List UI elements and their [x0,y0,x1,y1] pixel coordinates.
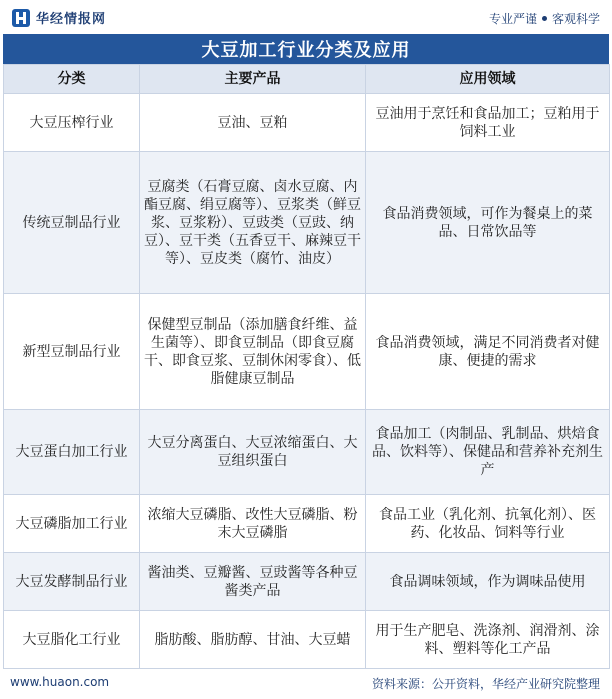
applications-cell: 豆油用于烹饪和食品加工；豆粕用于饲料工业 [366,94,610,152]
table-row [4,495,610,553]
applications-cell: 食品工业（乳化剂、抗氧化剂）、医药、化妆品、饲料等行业 [366,495,610,553]
classification-table [3,64,610,669]
brand-logo [12,8,106,27]
applications-cell: 食品消费领域，满足不同消费者对健康、便捷的需求 [366,294,610,410]
category-cell: 传统豆制品行业 [4,152,140,294]
table-row [4,553,610,611]
slogan-left: 专业严谨 [488,12,537,26]
category-cell: 大豆脂化工行业 [4,611,140,669]
category-cell: 大豆发酵制品行业 [4,553,140,611]
brand-name: 华经情报网 [36,12,107,27]
column-header-products: 主要产品 [140,65,366,94]
products-cell: 浓缩大豆磷脂、改性大豆磷脂、粉末大豆磷脂 [140,495,366,553]
logo-icon [12,9,30,27]
column-header-category: 分类 [4,65,140,94]
footer-url: www.huaon.com [10,675,110,689]
slogan-right: 客观科学 [551,12,600,26]
applications-cell: 食品调味领域，作为调味品使用 [366,553,610,611]
products-cell: 豆油、豆粕 [140,94,366,152]
category-cell: 大豆蛋白加工行业 [4,410,140,495]
table-row [4,94,610,152]
footer-source: 资料来源：公开资料，华经产业研究院整理 [371,677,600,691]
category-cell: 新型豆制品行业 [4,294,140,410]
table-row [4,152,610,294]
table-row [4,410,610,495]
products-cell: 保健型豆制品（添加膳食纤维、益生菌等）、即食豆制品（即食豆腐干、即食豆浆、豆制休闲零食）、低脂健康豆制品 [140,294,366,410]
products-cell: 脂肪酸、脂肪醇、甘油、大豆蜡 [140,611,366,669]
applications-cell: 食品消费领域，可作为餐桌上的菜品、日常饮品等 [366,152,610,294]
title-bar [3,34,609,64]
table-header-row [4,65,610,94]
products-cell: 酱油类、豆瓣酱、豆豉酱等各种豆酱类产品 [140,553,366,611]
table-row [4,294,610,410]
category-cell: 大豆磷脂加工行业 [4,495,140,553]
applications-cell: 用于生产肥皂、洗涤剂、润滑剂、涂料、塑料等化工产品 [366,611,610,669]
column-header-applications: 应用领域 [366,65,610,94]
top-bar [0,0,612,34]
products-cell: 豆腐类（石膏豆腐、卤水豆腐、内酯豆腐、绢豆腐等）、豆浆类（鲜豆浆、豆浆粉）、豆豉类（豆豉、纳豆）、豆干类（五香豆干、麻辣豆干等）、豆皮类（腐竹、油皮） [140,152,366,294]
products-cell: 大豆分离蛋白、大豆浓缩蛋白、大豆组织蛋白 [140,410,366,495]
category-cell: 大豆压榨行业 [4,94,140,152]
footer [0,669,612,699]
slogan [489,10,600,27]
applications-cell: 食品加工（肉制品、乳制品、烘焙食品、饮料等）、保健品和营养补充剂生产 [366,410,610,495]
bullet-dot-icon [542,16,547,21]
page-title: 大豆加工行业分类及应用 [201,40,411,61]
table-row [4,611,610,669]
